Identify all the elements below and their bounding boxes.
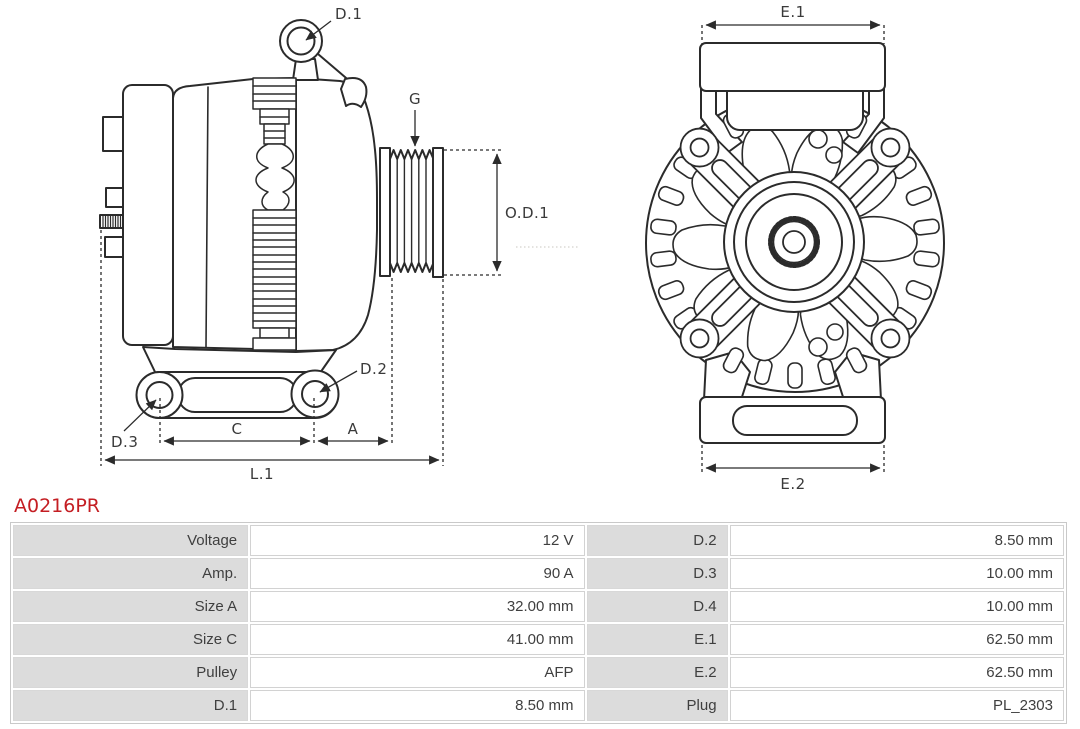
shaft-hole bbox=[783, 231, 805, 253]
bolt-hole bbox=[809, 338, 827, 356]
front-ear bbox=[341, 78, 366, 107]
dim-label-g: G bbox=[408, 90, 422, 108]
spec-label: D.2 bbox=[587, 525, 728, 556]
spec-row bbox=[13, 690, 1064, 721]
top-ear-hole bbox=[288, 28, 315, 55]
lug-transition bbox=[143, 347, 336, 374]
spec-table bbox=[10, 522, 1067, 724]
dim-label-d1: D.1 bbox=[335, 5, 363, 23]
spec-label: E.2 bbox=[587, 657, 728, 688]
spec-value: 12 V bbox=[250, 525, 584, 556]
spec-row bbox=[13, 624, 1064, 655]
rear-cover bbox=[123, 85, 173, 345]
spec-label: Pulley bbox=[13, 657, 248, 688]
dim-label-e1: E.1 bbox=[780, 3, 806, 21]
spec-row bbox=[13, 657, 1064, 688]
pulley-flange-left bbox=[380, 148, 390, 276]
pulley-flange-right bbox=[433, 148, 443, 277]
front-view-drawing bbox=[646, 43, 944, 443]
lug-inner bbox=[178, 378, 297, 412]
front-housing bbox=[296, 78, 377, 351]
rear-connector-block bbox=[105, 237, 123, 257]
spec-row bbox=[13, 591, 1064, 622]
part-number: A0216PR bbox=[14, 495, 101, 517]
spec-row bbox=[13, 525, 1064, 556]
spec-label: Plug bbox=[587, 690, 728, 721]
spec-value: 32.00 mm bbox=[250, 591, 584, 622]
spec-label: Voltage bbox=[13, 525, 248, 556]
spec-value: 90 A bbox=[250, 558, 584, 589]
spec-value: 8.50 mm bbox=[730, 525, 1064, 556]
spec-value: AFP bbox=[250, 657, 584, 688]
spec-label: Amp. bbox=[13, 558, 248, 589]
spec-value: 8.50 mm bbox=[250, 690, 584, 721]
dim-label-a: A bbox=[347, 420, 359, 438]
spec-label: Size C bbox=[13, 624, 248, 655]
dim-label-od1: O.D.1 bbox=[505, 204, 550, 222]
bolt-hole bbox=[826, 147, 842, 163]
rear-connector-block bbox=[106, 188, 123, 207]
dim-label-e2: E.2 bbox=[780, 475, 806, 492]
dim-label-l1: L.1 bbox=[249, 465, 275, 483]
spec-label: D.3 bbox=[587, 558, 728, 589]
spec-value: 10.00 mm bbox=[730, 591, 1064, 622]
bolt-hole bbox=[827, 324, 843, 340]
spec-value: 62.50 mm bbox=[730, 657, 1064, 688]
spec-value: 41.00 mm bbox=[250, 624, 584, 655]
spec-value: 10.00 mm bbox=[730, 558, 1064, 589]
dim-label-d3: D.3 bbox=[111, 433, 139, 451]
spec-value: 62.50 mm bbox=[730, 624, 1064, 655]
bottom-bracket-slot bbox=[733, 406, 857, 435]
spec-value: PL_2303 bbox=[730, 690, 1064, 721]
top-bracket-bar bbox=[700, 43, 885, 91]
bolt-hole bbox=[809, 130, 827, 148]
spec-label: Size A bbox=[13, 591, 248, 622]
spec-label: E.1 bbox=[587, 624, 728, 655]
bushing-right-hole bbox=[302, 381, 328, 407]
spec-label: D.4 bbox=[587, 591, 728, 622]
dim-label-d2: D.2 bbox=[360, 360, 388, 378]
spec-row bbox=[13, 558, 1064, 589]
spec-label: D.1 bbox=[13, 690, 248, 721]
dim-label-c: C bbox=[231, 420, 243, 438]
